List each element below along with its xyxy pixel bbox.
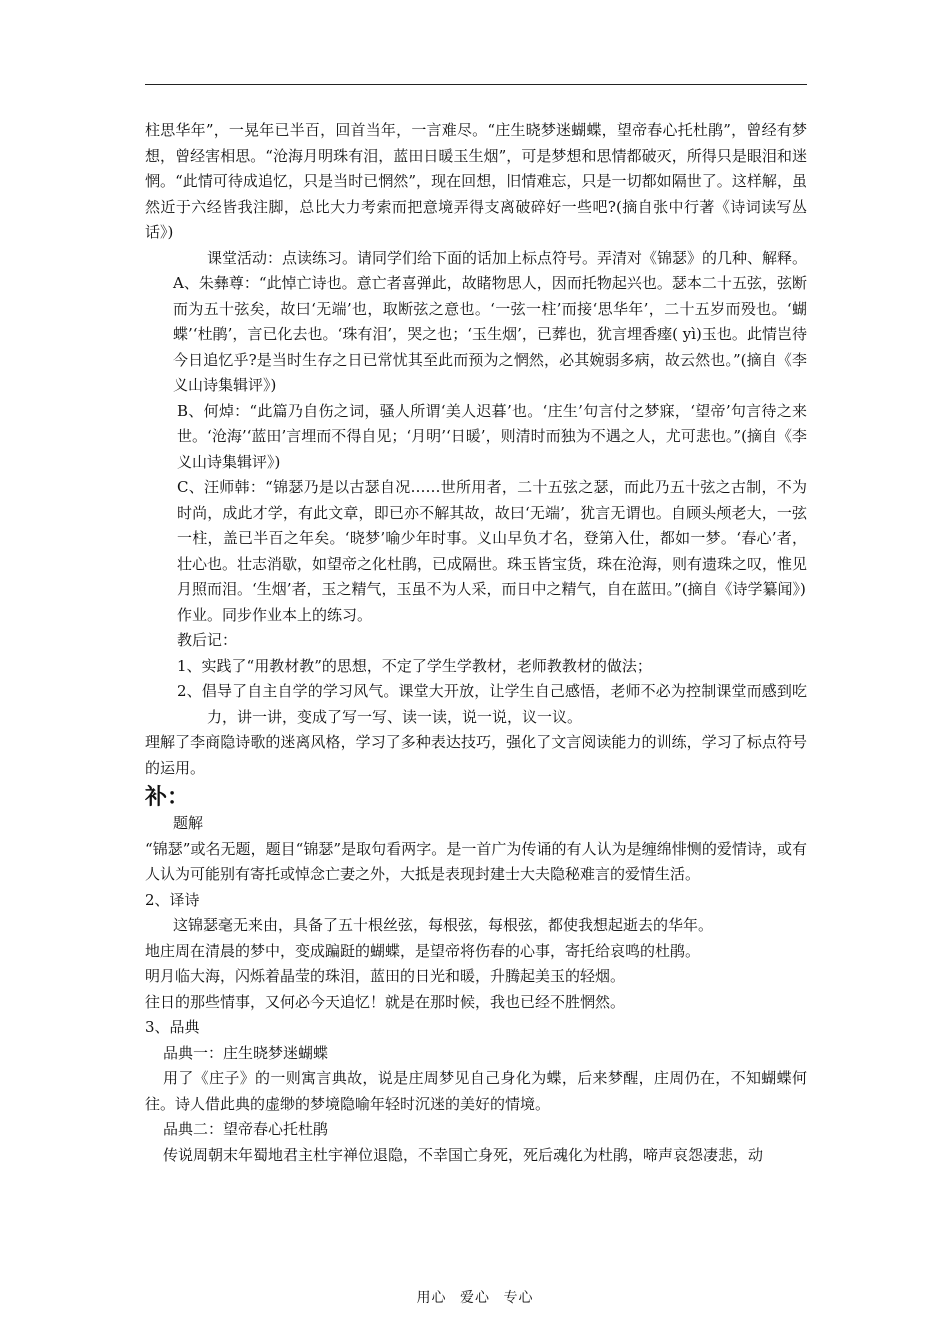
allusion-2-title: 品典二：望帝春心托杜鹃 [163, 1120, 329, 1138]
paragraph-summary: 理解了李商隐诗歌的迷离风格，学习了多种表达技巧，强化了文言阅读能力的训练，学习了标点符号的运用。 [145, 733, 807, 777]
allusion-heading: 3、品典 [145, 1018, 200, 1036]
paragraph-zhang-interpretation: 柱思华年”，一晃年已半百，回首当年，一言难尽。“庄生晓梦迷蝴蝶，望帝春心托杜鹃”，曾经有梦想，曾经害相思。“沧海月明珠有泪，蓝田日暖玉生烟”，可是梦想和思情都破灭，所得只是眼泪和迷惘。“此情可待成追忆，只是当时已惘然”，现在回想，旧情难忘，只是一切都如隔世了。这样解，虽然近于六经皆我注脚，总比大力考索而把意境弄得支离破碎好一些吧?(摘自张中行著《诗词读写丛话》) [145, 121, 807, 241]
page-footer: 用心 爱心 专心 [416, 1290, 534, 1306]
translation-line-2: 地庄周在清晨的梦中，变成蹁跹的蝴蝶，是望帝将伤春的心事，寄托给哀鸣的杜鹃。 [145, 941, 701, 960]
allusion-1-title: 品典一：庄生晓梦迷蝴蝶 [163, 1043, 329, 1062]
allusion-2-text: 传说周朝末年蜀地君主杜宇禅位退隐，不幸国亡身死，死后魂化为杜鹃，啼声哀怨凄悲，动 [163, 1145, 764, 1164]
paragraph-class-activity: 课堂活动：点读练习。请同学们给下面的话加上标点符号。弄清对《锦瑟》的几种、解释。 [207, 248, 808, 267]
paragraph-title-explanation: “锦瑟”或名无题，题目“锦瑟”是取句看两字。是一首广为传诵的有人认为是缠绵悱恻的爱情诗，或有人认为可能别有寄托或悼念亡妻之外，大抵是表现封建士大夫隐秘难言的爱情生活。 [145, 839, 807, 883]
title-explanation-heading: 题解 [173, 814, 204, 832]
paragraph-interpretation-a: A、朱彝尊：“此悼亡诗也。意亡者喜弹此，故睹物思人，因而托物起兴也。瑟本二十五弦，弦断而为五十弦矣，故曰‘无端’也，取断弦之意也。‘一弦一柱’而接‘思华年’，二十五岁而殁也。‘蝴蝶’‘杜鹃’，言已化去也。‘珠有泪’，哭之也；‘玉生烟’，已葬也，犹言埋香瘗( yì)玉也。此情岂待今日追忆乎?是当时生存之日已常忧其至此而预为之惘然，必其婉弱多病，故云然也。”(摘自《李义山诗集辑评》) [173, 274, 807, 394]
translation-line-4: 往日的那些情事，又何必今天追忆！就是在那时候，我也已经不胜惘然。 [145, 992, 626, 1011]
translation-heading: 2、译诗 [145, 890, 200, 909]
header-rule [145, 84, 807, 85]
translation-line-3: 明月临大海，闪烁着晶莹的珠泪，蓝田的日光和暖，升腾起美玉的轻烟。 [145, 967, 626, 985]
paragraph-interpretation-c: C、汪师韩：“锦瑟乃是以古瑟自况……世所用者，二十五弦之瑟，而此乃五十弦之古制，不为时尚，成此才学，有此文章，即已亦不解其故，故曰‘无端’，犹言无谓也。自顾头颅老大，一弦一柱，盖已半百之年矣。‘晓梦’喻少年时事。义山早负才名，登第入仕，都如一梦。‘春心’者，壮心也。壮志消歇，如望帝之化杜鹃，已成隔世。珠玉皆宝货，珠在沧海，则有遗珠之叹，惟见月照而泪。‘生烟’者，玉之精气，玉虽不为人采，而日中之精气，自在蓝田。”(摘自《诗学纂闻》) [177, 478, 808, 598]
document-body [145, 118, 807, 1168]
paragraph-homework: 作业。同步作业本上的练习。 [177, 605, 373, 624]
supplement-heading: 补： [145, 784, 190, 810]
paragraph-note-2: 2、倡导了自主自学的学习风气。课堂大开放，让学生自己感悟，老师不必为控制课堂而感到吃力，讲一讲，变成了写一写、读一读，说一说，议一议。 [177, 682, 807, 726]
paragraph-note-1: 1、实践了“用教材教”的思想，不定了学生学教材，老师教教材的做法； [177, 656, 652, 675]
paragraph-interpretation-b: B、何焯：“此篇乃自伤之词，骚人所谓‘美人迟暮’也。‘庄生’句言付之梦寐，‘望帝’句言待之来世。‘沧海’‘蓝田’言埋而不得自见；‘月明’‘日暖’，则清时而独为不遇之人，尤可悲也。”(摘自《李义山诗集辑评》) [177, 401, 807, 471]
paragraph-teaching-notes-heading: 教后记： [177, 631, 238, 649]
allusion-1-text: 用了《庄子》的一则寓言典故，说是庄周梦见自己身化为蝶，后来梦醒，庄周仍在，不知蝴蝶何往。诗人借此典的虚缈的梦境隐喻年轻时沉迷的美好的情境。 [145, 1069, 807, 1113]
translation-line-1: 这锦瑟毫无来由，具备了五十根丝弦，每根弦，每根弦，都使我想起逝去的华年。 [173, 916, 714, 934]
